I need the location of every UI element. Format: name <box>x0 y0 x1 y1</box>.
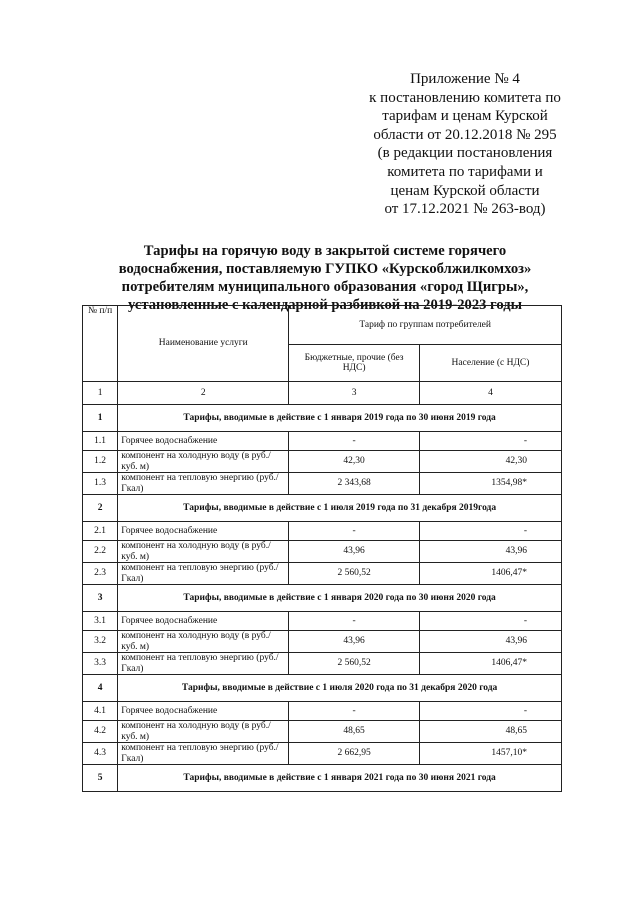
row-num: 4.3 <box>83 743 118 765</box>
table-row <box>83 522 562 541</box>
column-number: 3 <box>289 382 420 405</box>
document-title <box>90 242 560 314</box>
header-population: Население (с НДС) <box>419 345 561 382</box>
table-header-row <box>83 306 562 345</box>
section-row <box>83 405 562 432</box>
table-row <box>83 612 562 631</box>
column-numbers-row <box>83 382 562 405</box>
table-row <box>83 653 562 675</box>
row-population: 43,96 <box>419 541 561 563</box>
row-service: компонент на тепловую энергию (руб./Гкал) <box>118 563 289 585</box>
row-budget: 43,96 <box>289 541 420 563</box>
section-num: 3 <box>83 585 118 612</box>
row-budget: - <box>289 432 420 451</box>
table-row <box>83 541 562 563</box>
row-num: 3.2 <box>83 631 118 653</box>
header-service: Наименование услуги <box>118 306 289 382</box>
row-service: компонент на холодную воду (в руб./куб. м) <box>118 451 289 473</box>
title-line: установленные с календарной разбивкой на 2019-2023 годы <box>128 297 522 313</box>
appendix-line: (в редакции постановления <box>377 145 553 162</box>
row-service: компонент на холодную воду (в руб./куб. м) <box>118 721 289 743</box>
row-service: компонент на холодную воду (в руб./куб. м) <box>118 631 289 653</box>
appendix-line: ценам Курской области <box>390 182 540 199</box>
row-budget: - <box>289 612 420 631</box>
title-line: водоснабжения, поставляемую ГУПКО «Курскоблжилкомхоз» <box>118 261 532 277</box>
section-row <box>83 765 562 792</box>
table-row <box>83 451 562 473</box>
row-population: - <box>419 702 561 721</box>
appendix-line: от 17.12.2021 № 263-вод) <box>384 201 546 218</box>
section-title: Тарифы, вводимые в действие с 1 июля 2020 года по 31 декабря 2020 года <box>118 675 562 702</box>
row-population: - <box>419 612 561 631</box>
row-num: 3.1 <box>83 612 118 631</box>
row-population: - <box>419 432 561 451</box>
row-budget: 2 343,68 <box>289 473 420 495</box>
row-num: 4.1 <box>83 702 118 721</box>
row-budget: - <box>289 702 420 721</box>
row-budget: 2 662,95 <box>289 743 420 765</box>
table-row <box>83 631 562 653</box>
row-num: 1.1 <box>83 432 118 451</box>
table-row <box>83 743 562 765</box>
title-line: Тарифы на горячую воду в закрытой системе горячего <box>143 243 507 259</box>
section-title: Тарифы, вводимые в действие с 1 января 2021 года по 30 июня 2021 года <box>118 765 562 792</box>
row-budget: 42,30 <box>289 451 420 473</box>
row-population: 43,96 <box>419 631 561 653</box>
row-num: 2.3 <box>83 563 118 585</box>
row-population: - <box>419 522 561 541</box>
row-service: Горячее водоснабжение <box>118 522 289 541</box>
column-number: 1 <box>83 382 118 405</box>
section-row <box>83 675 562 702</box>
tariff-table <box>82 305 562 792</box>
appendix-line: комитета по тарифами и <box>387 163 543 180</box>
row-num: 4.2 <box>83 721 118 743</box>
column-number: 2 <box>118 382 289 405</box>
section-num: 4 <box>83 675 118 702</box>
appendix-note <box>360 70 570 219</box>
table-row <box>83 702 562 721</box>
row-population: 1354,98* <box>419 473 561 495</box>
section-title: Тарифы, вводимые в действие с 1 января 2020 года по 30 июня 2020 года <box>118 585 562 612</box>
appendix-line: тарифам и ценам Курской <box>382 108 548 125</box>
row-num: 3.3 <box>83 653 118 675</box>
section-num: 2 <box>83 495 118 522</box>
column-number: 4 <box>419 382 561 405</box>
header-num: № п/п <box>83 306 118 382</box>
section-row <box>83 585 562 612</box>
row-population: 1406,47* <box>419 563 561 585</box>
row-service: компонент на тепловую энергию (руб./Гкал) <box>118 473 289 495</box>
table-row <box>83 563 562 585</box>
row-budget: 43,96 <box>289 631 420 653</box>
row-population: 1406,47* <box>419 653 561 675</box>
appendix-line: к постановлению комитета по <box>369 89 561 106</box>
row-service: компонент на холодную воду (в руб./куб. м) <box>118 541 289 563</box>
title-line: потребителям муниципального образования «город Щигры», <box>121 279 529 295</box>
row-budget: 2 560,52 <box>289 653 420 675</box>
row-num: 2.2 <box>83 541 118 563</box>
row-population: 1457,10* <box>419 743 561 765</box>
row-service: компонент на тепловую энергию (руб./Гкал) <box>118 653 289 675</box>
row-service: Горячее водоснабжение <box>118 612 289 631</box>
row-num: 1.2 <box>83 451 118 473</box>
header-budget: Бюджетные, прочие (без НДС) <box>289 345 420 382</box>
appendix-line: Приложение № 4 <box>410 71 520 87</box>
row-service: Горячее водоснабжение <box>118 702 289 721</box>
section-title: Тарифы, вводимые в действие с 1 января 2019 года по 30 июня 2019 года <box>118 405 562 432</box>
row-num: 2.1 <box>83 522 118 541</box>
header-tariff-group: Тариф по группам потребителей <box>289 306 562 345</box>
row-budget: 48,65 <box>289 721 420 743</box>
row-budget: 2 560,52 <box>289 563 420 585</box>
row-population: 48,65 <box>419 721 561 743</box>
row-budget: - <box>289 522 420 541</box>
row-num: 1.3 <box>83 473 118 495</box>
table-row <box>83 721 562 743</box>
row-population: 42,30 <box>419 451 561 473</box>
table-row <box>83 473 562 495</box>
table-row <box>83 432 562 451</box>
section-title: Тарифы, вводимые в действие с 1 июля 2019 года по 31 декабря 2019года <box>118 495 562 522</box>
section-num: 1 <box>83 405 118 432</box>
appendix-line: области от 20.12.2018 № 295 <box>373 126 557 143</box>
section-row <box>83 495 562 522</box>
row-service: компонент на тепловую энергию (руб./Гкал) <box>118 743 289 765</box>
section-num: 5 <box>83 765 118 792</box>
row-service: Горячее водоснабжение <box>118 432 289 451</box>
